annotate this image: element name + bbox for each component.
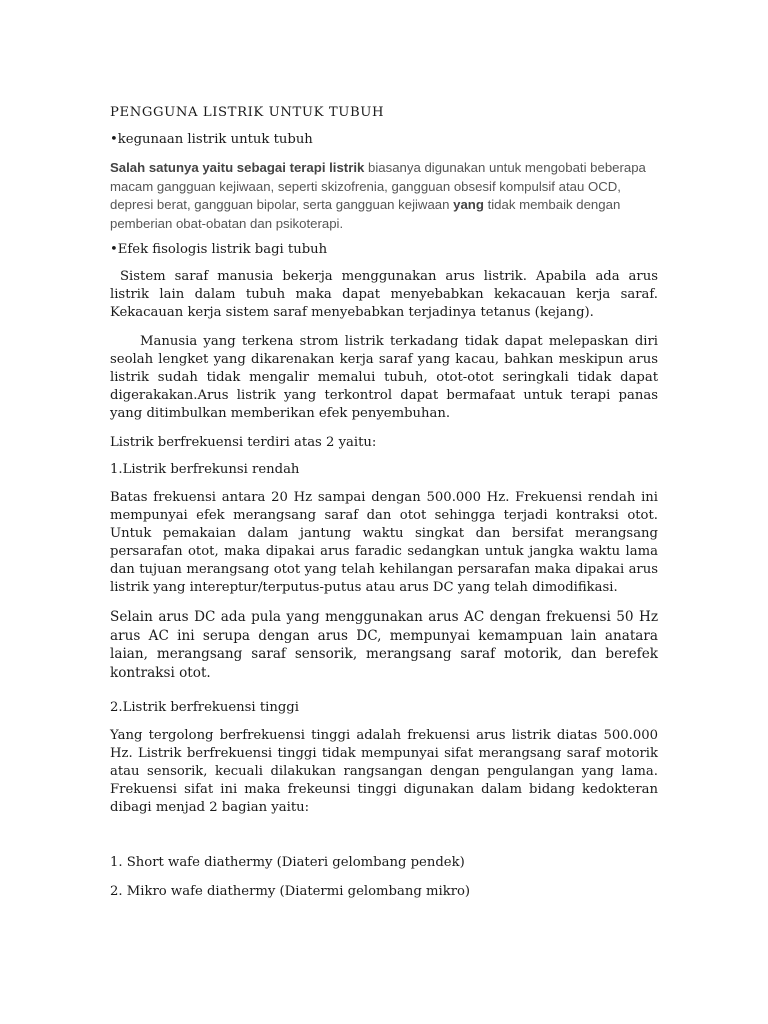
list-item-short-wave: 1. Short wafe diathermy (Diateri gelombang pendek) <box>110 855 465 870</box>
paragraph-berfrekuensi: Listrik berfrekuensi terdiri atas 2 yaitu: <box>110 435 377 450</box>
paragraph-arus-ac: Selain arus DC ada pula yang menggunakan arus AC dengan frekuensi 50 Hz arus AC ini serupa dengan arus DC, mempunyai kemampuan lain anatara laian, merangsang saraf sensorik, merangsang saraf motorik, dan berefek kontraksi otot. <box>110 609 658 681</box>
paragraph-strom-listrik: Manusia yang terkena strom listrik terkadang tidak dapat melepaskan diri seolah lengket yang dikarenakan kerja saraf yang kacau, bahkan meskipun arus listrik sudah tidak mengalir memalui tubuh, otot-otot seringkali tidak dapat digerakakan.Arus listrik yang terkontrol dapat bermafaat untuk terapi panas yang ditimbulkan memberikan efek penyembuhan. <box>110 334 658 421</box>
bullet-efek: •Efek fisologis listrik bagi tubuh <box>110 242 328 257</box>
heading-frekuensi-rendah: 1.Listrik berfrekunsi rendah <box>110 462 300 477</box>
page-title: PENGGUNA LISTRIK UNTUK TUBUH <box>110 105 385 120</box>
paragraph-frekuensi-tinggi: Yang tergolong berfrekuensi tinggi adalah frekuensi arus listrik diatas 500.000 Hz. Listrik berfrekuensi tinggi tidak mempunyai sifat merangsang saraf motorik atau sensorik, kecuali dilakukan rangsangan dengan pengulangan yang lama. Frekuensi sifat ini maka frekeunsi tinggi digunakan dalam bidang kedokteran dibagi menjad 2 bagian yaitu: <box>110 728 658 815</box>
intro-bold-1: Salah satunya yaitu sebagai terapi listrik <box>110 160 365 175</box>
intro-bold-2: yang <box>453 197 484 213</box>
intro-text-2: tidak membaik dengan pemberian obat-obatan dan psikoterapi. <box>110 197 621 231</box>
heading-frekuensi-tinggi: 2.Listrik berfrekuensi tinggi <box>110 700 299 715</box>
bullet-kegunaan: •kegunaan listrik untuk tubuh <box>110 132 313 147</box>
list-item-micro-wave: 2. Mikro wafe diathermy (Diatermi gelombang mikro) <box>110 884 471 899</box>
intro-text-1: biasanya digunakan untuk mengobati beberapa macam gangguan kejiwaan, seperti skizofrenia, gangguan obsesif kompulsif atau OCD, depresi berat, gangguan bipolar, serta gangguan kejiwaan <box>110 160 646 213</box>
paragraph-sistem-saraf: Sistem saraf manusia bekerja menggunakan arus listrik. Apabila ada arus listrik lain dalam tubuh maka dapat menyebabkan kekacauan kerja saraf. Kekacauan kerja sistem saraf menyebabkan terjadinya tetanus (kejang). <box>110 269 658 320</box>
intro-paragraph <box>110 159 658 233</box>
paragraph-batas-frekuensi: Batas frekuensi antara 20 Hz sampai dengan 500.000 Hz. Frekuensi rendah ini mempunyai efek merangsang saraf dan otot sehingga terjadi kontraksi otot. Untuk pemakaian dalam jantung waktu singkat dan bersifat merangsang persarafan otot, maka dipakai arus faradic sedangkan untuk jangka waktu lama dan tujuan merangsang otot yang telah kehilangan persarafan maka dipakai arus listrik yang intereptur/terputus-putus atau arus DC yang telah dimodifikasi. <box>110 490 658 595</box>
